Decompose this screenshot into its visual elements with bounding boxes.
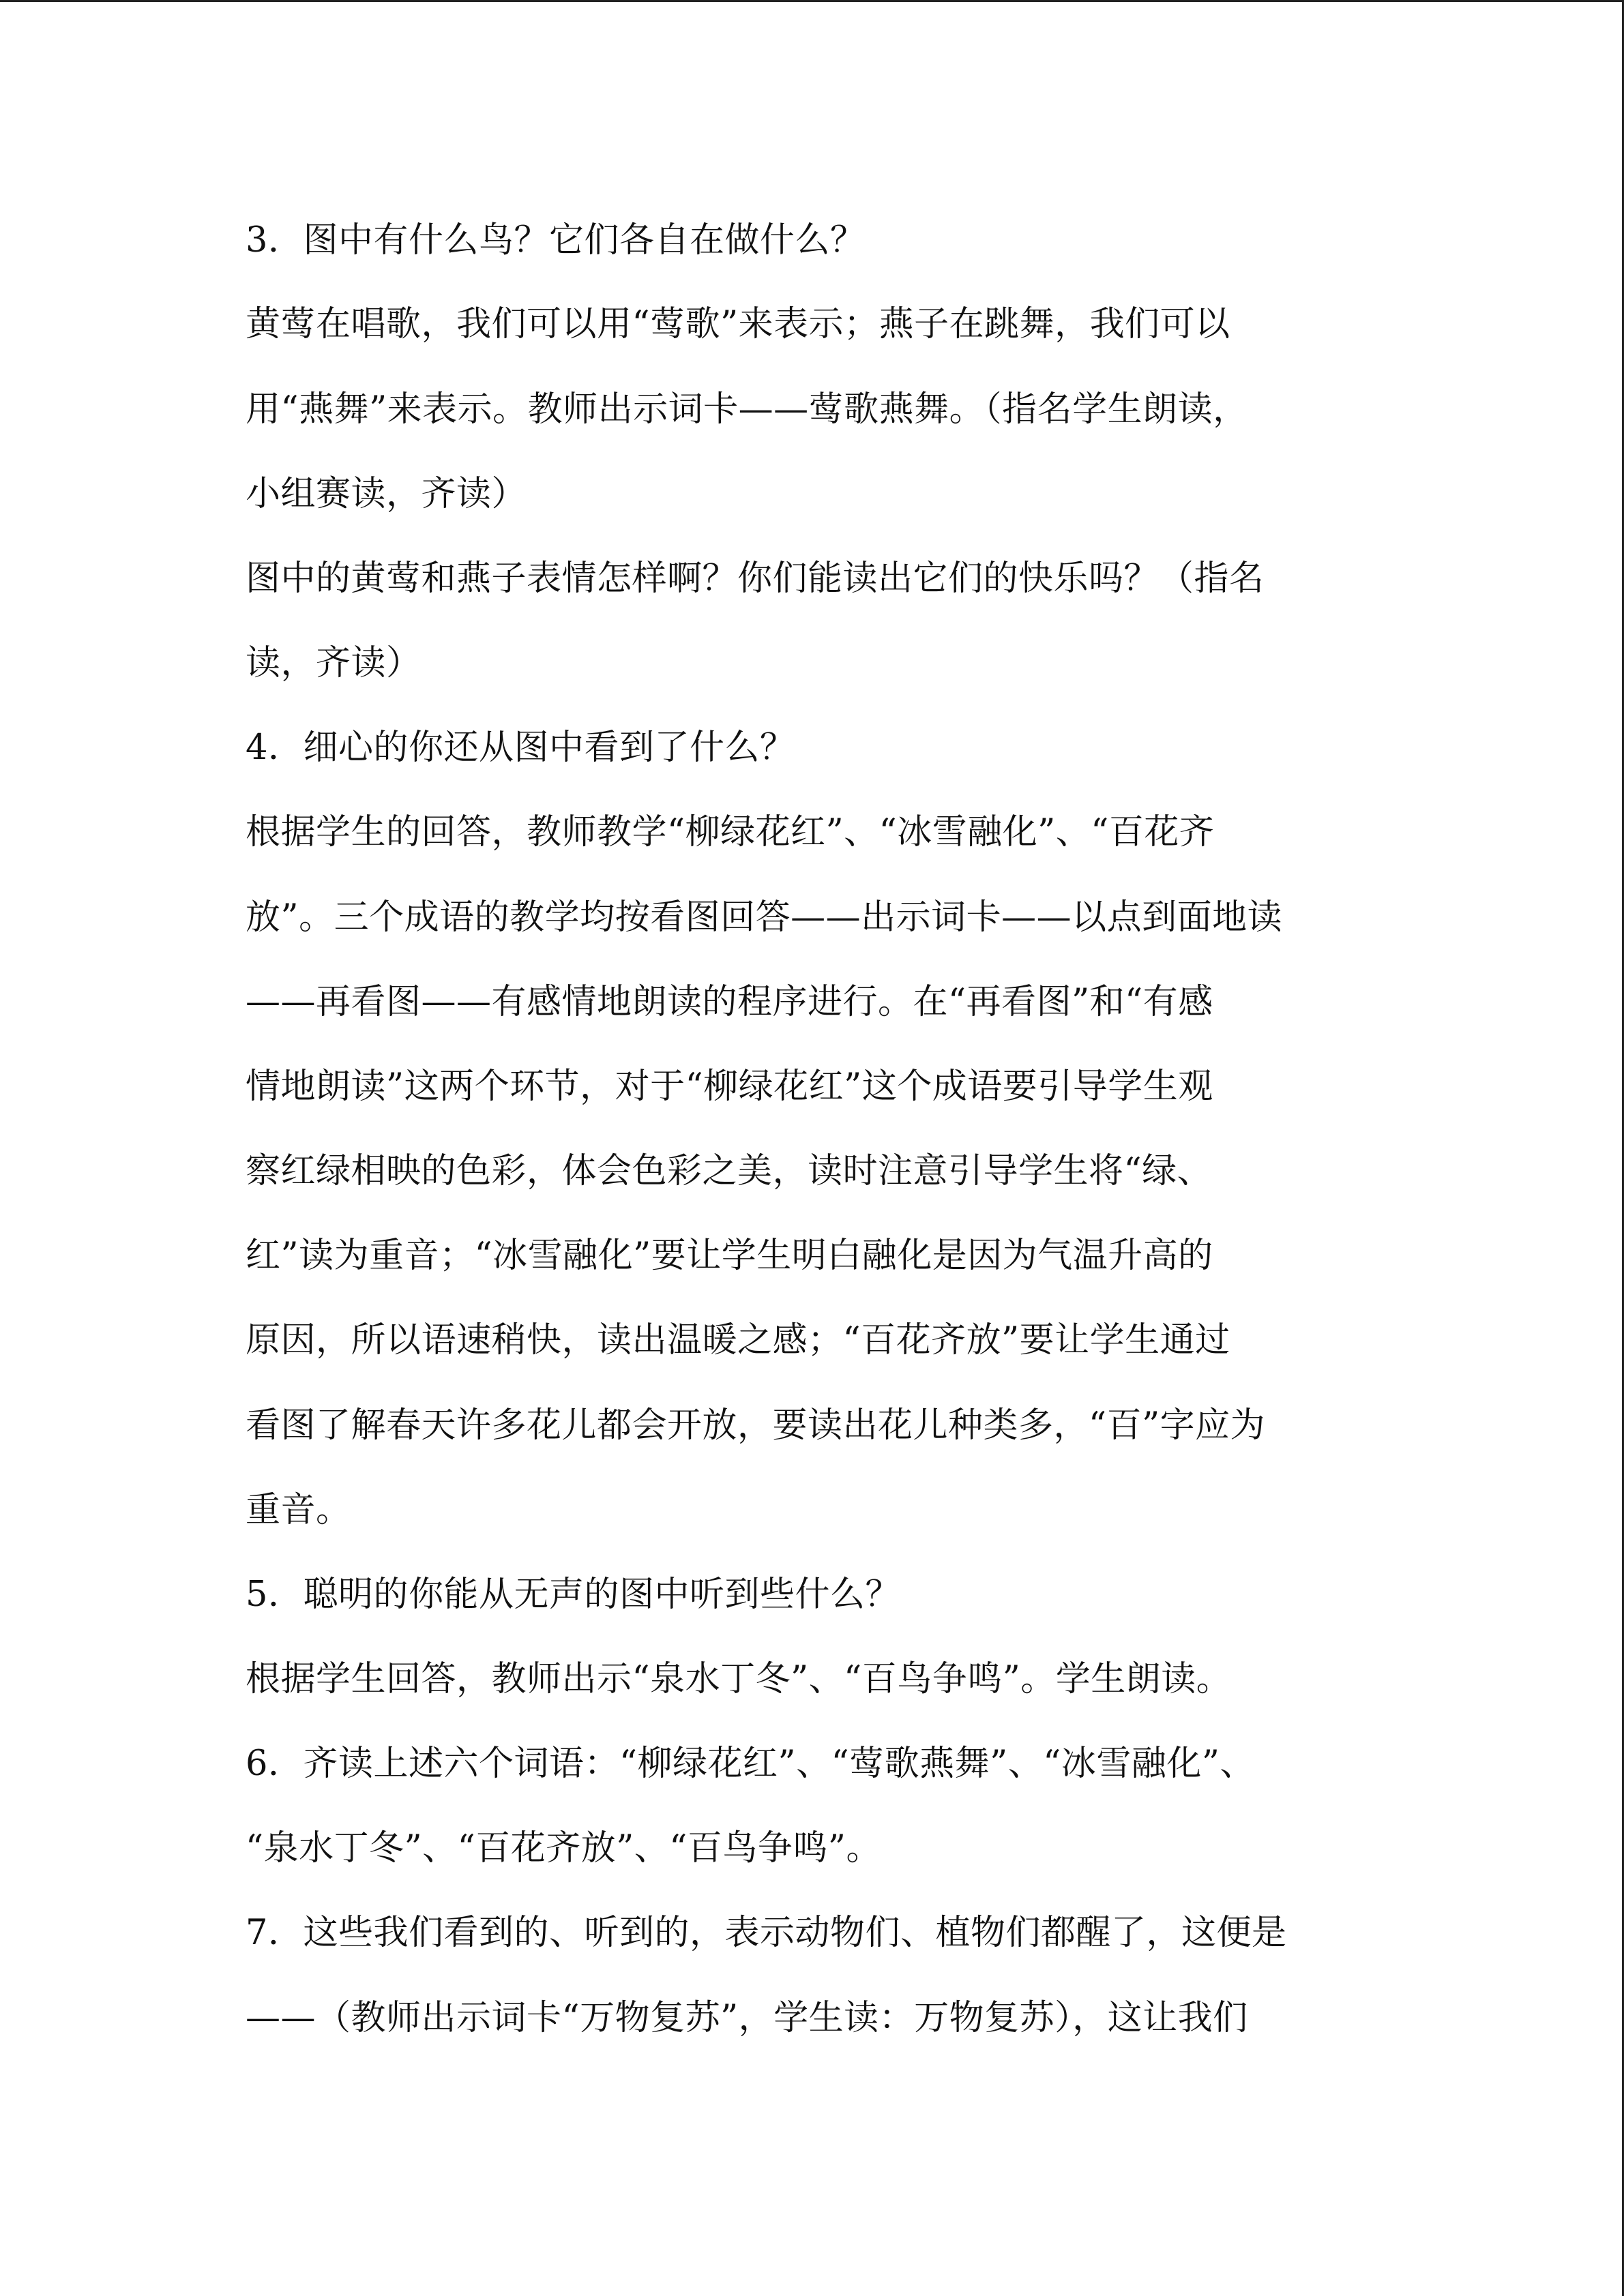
question-3: 3．图中有什么鸟？它们各自在做什么？ <box>246 220 866 260</box>
paragraph-line: 根据学生的回答，教师教学“柳绿花红”、“冰雪融化”、“百花齐 <box>246 812 1215 852</box>
paragraph-line: 情地朗读”这两个环节，对于“柳绿花红”这个成语要引导学生观 <box>246 1067 1213 1107</box>
page-border-top <box>0 0 1624 2</box>
paragraph-line: 重音。 <box>246 1490 351 1530</box>
paragraph-line: 图中的黄莺和燕子表情怎样啊？你们能读出它们的快乐吗？（指名 <box>246 558 1265 599</box>
paragraph-line: 放”。三个成语的教学均按看图回答——出示词卡——以点到面地读 <box>246 897 1283 938</box>
paragraph-line: 黄莺在唱歌，我们可以用“莺歌”来表示；燕子在跳舞，我们可以 <box>246 304 1230 344</box>
paragraph-line: 根据学生回答，教师出示“泉水丁冬”、“百鸟争鸣”。学生朗读。 <box>246 1659 1232 1699</box>
paragraph-line: ——（教师出示词卡“万物复苏”，学生读：万物复苏），这让我们 <box>246 1998 1248 2038</box>
question-4: 4．细心的你还从图中看到了什么？ <box>246 728 795 768</box>
question-7: 7．这些我们看到的、听到的，表示动物们、植物们都醒了，这便是 <box>246 1913 1287 1953</box>
question-5: 5．聪明的你能从无声的图中听到些什么？ <box>246 1575 900 1615</box>
paragraph-line: ——再看图——有感情地朗读的程序进行。在“再看图”和“有感 <box>246 982 1213 1022</box>
paragraph-line: 看图了解春天许多花儿都会开放，要读出花儿种类多，“百”字应为 <box>246 1405 1266 1446</box>
paragraph-line: 小组赛读，齐读） <box>246 474 527 514</box>
question-6: 6．齐读上述六个词语：“柳绿花红”、“莺歌燕舞”、“冰雪融化”、 <box>246 1744 1255 1784</box>
paragraph-line: 用“燕舞”来表示。教师出示词卡——莺歌燕舞。（指名学生朗读， <box>246 389 1248 430</box>
paragraph-line: 读，齐读） <box>246 643 422 683</box>
paragraph-line: 原因，所以语速稍快，读出温暖之感；“百花齐放”要让学生通过 <box>246 1320 1230 1360</box>
paragraph-line: 察红绿相映的色彩，体会色彩之美，读时注意引导学生将“绿、 <box>246 1151 1213 1191</box>
paragraph-line: 红”读为重音；“冰雪融化”要让学生明白融化是因为气温升高的 <box>246 1236 1213 1276</box>
paragraph-line: “泉水丁冬”、“百花齐放”、“百鸟争鸣”。 <box>246 1828 881 1868</box>
